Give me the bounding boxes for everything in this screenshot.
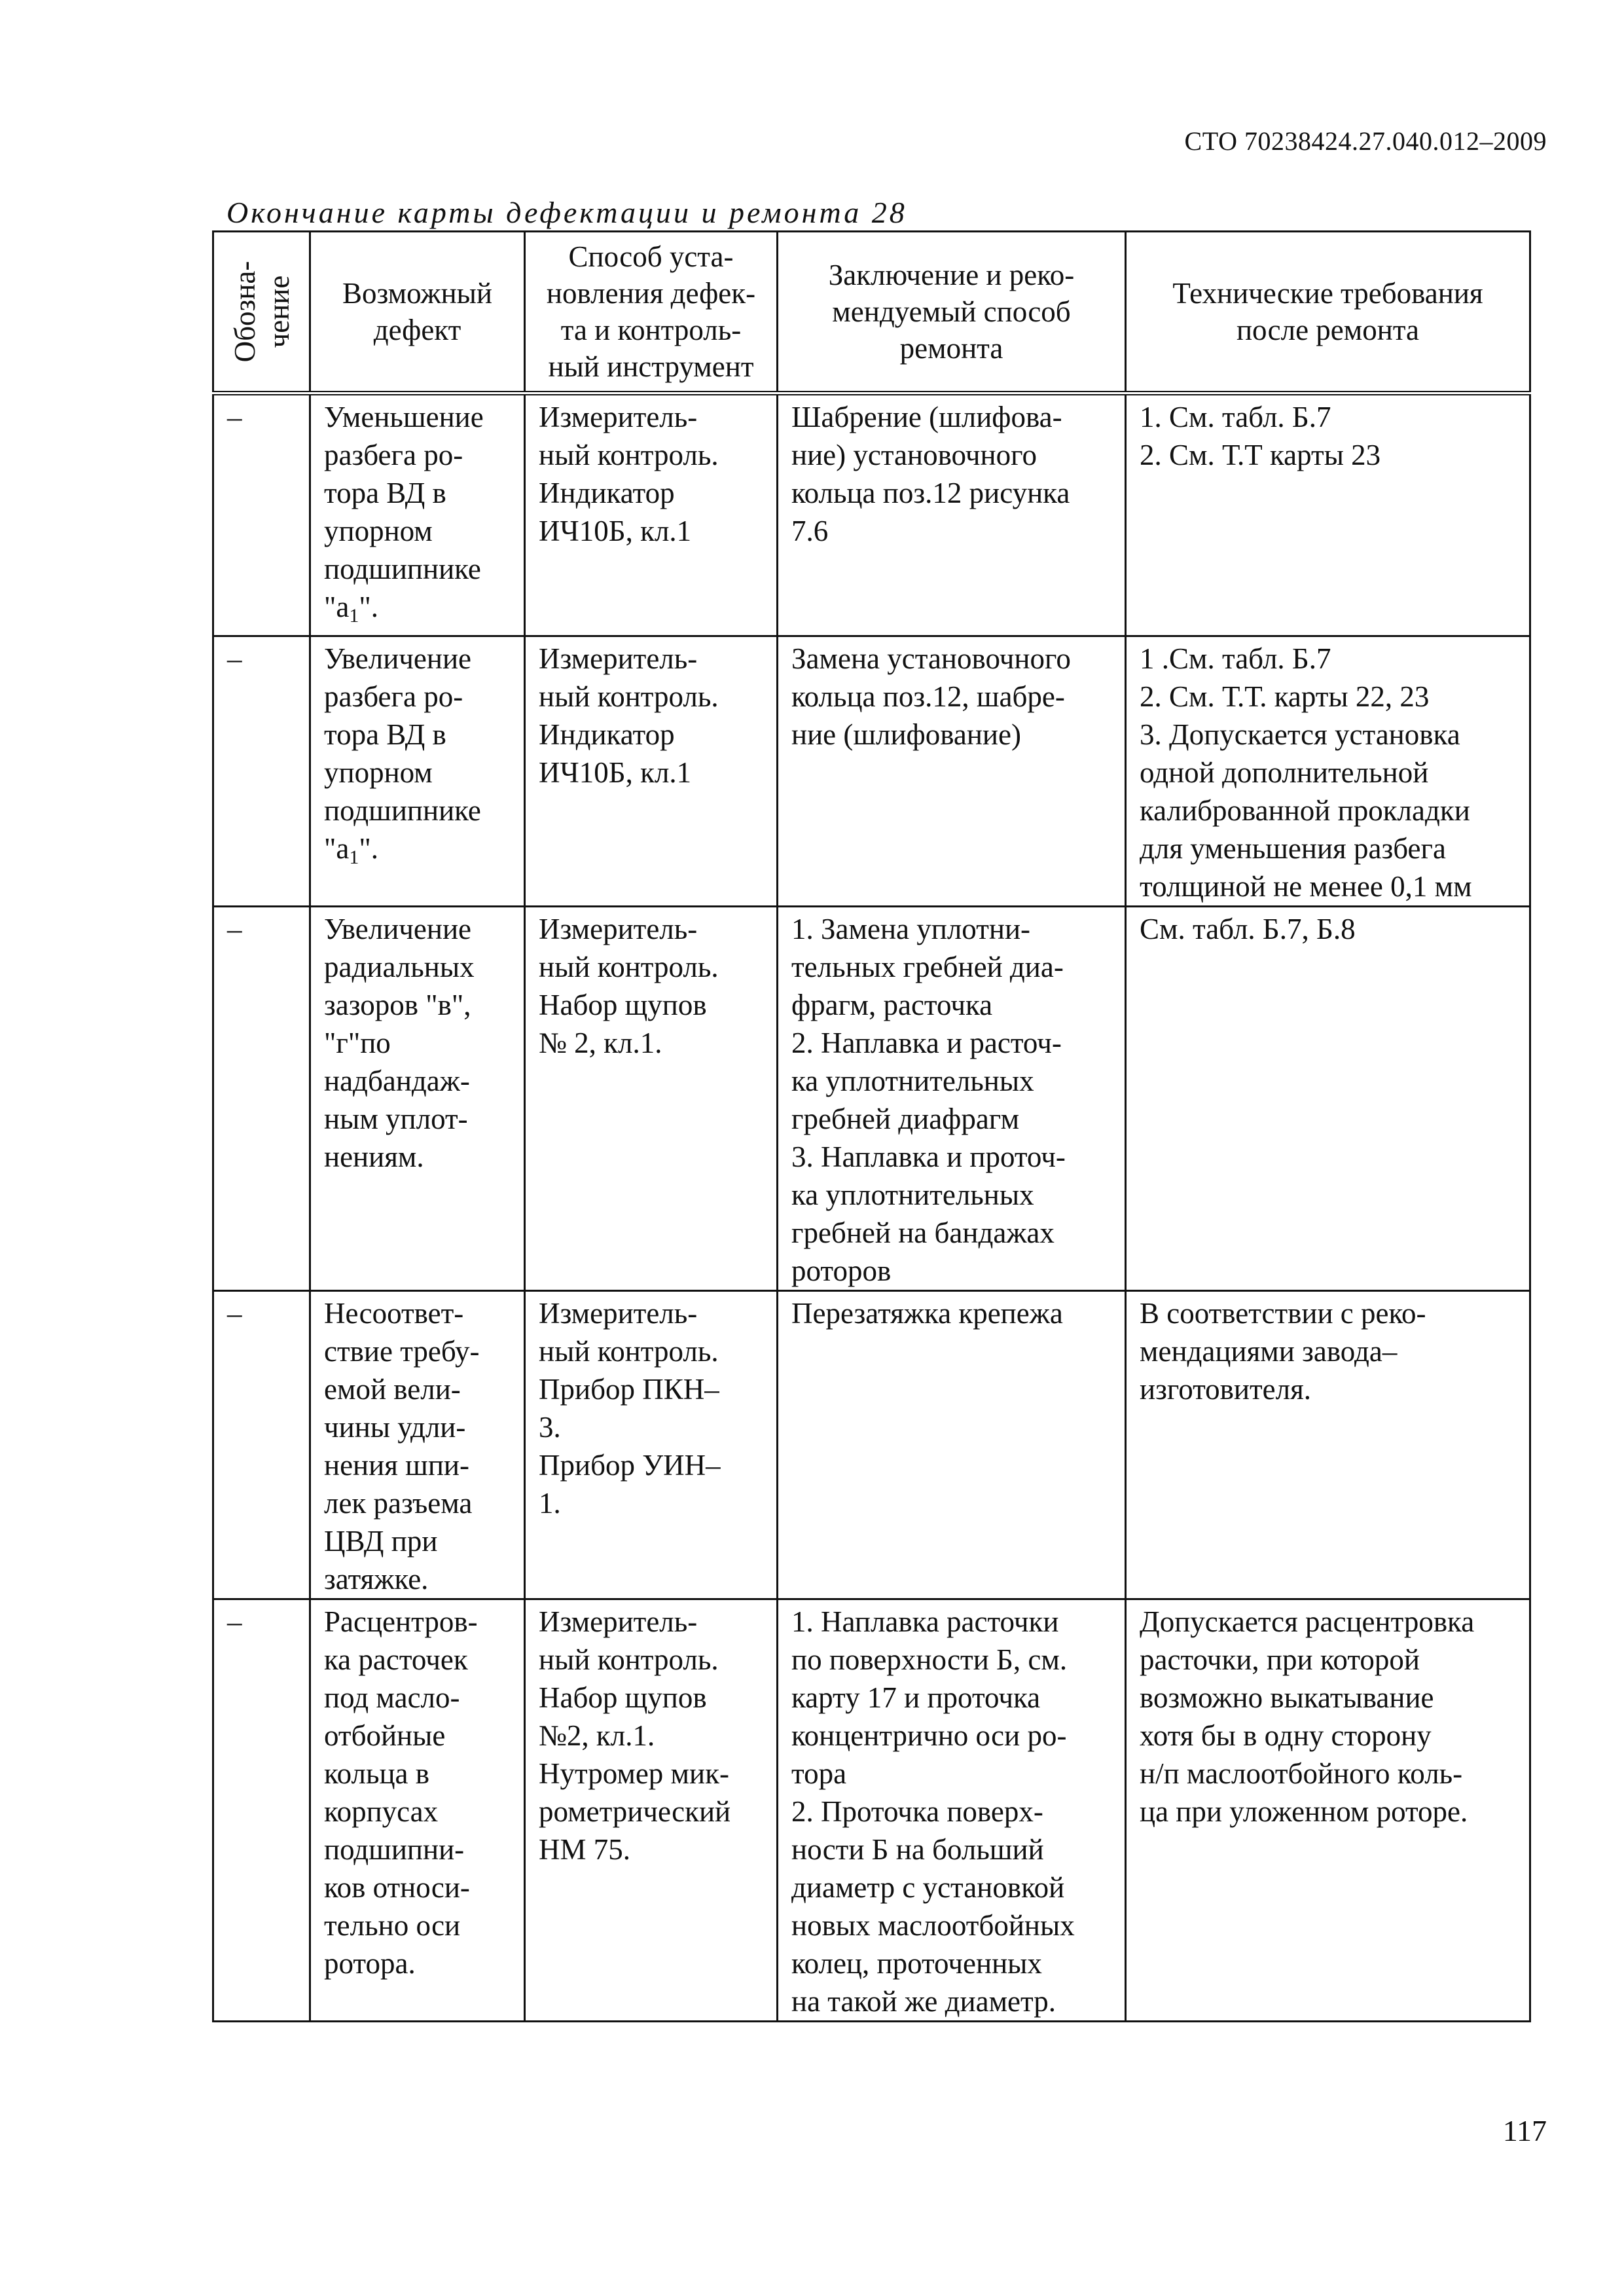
defect-repair-table <box>212 230 1531 2022</box>
cell-line: ный контроль. <box>539 1335 719 1368</box>
cell-line: 2. Наплавка и расточ- <box>791 1027 1062 1059</box>
cell-line: "$a_1$". <box>324 591 378 627</box>
cell-line: ЦВД при <box>324 1525 438 1558</box>
cell-line: гребней диафрагм <box>791 1102 1020 1135</box>
cell-line: ИЧ10Б, кл.1 <box>539 515 692 547</box>
cell-line: радиальных <box>324 951 475 983</box>
cell-line: подшипни- <box>324 1833 465 1866</box>
header-defect: Возможный дефект <box>310 232 525 393</box>
table-row <box>213 907 1530 1291</box>
cell-line: 1. Замена уплотни- <box>791 913 1031 945</box>
cell-line: ние (шлифование) <box>791 718 1021 751</box>
cell-line: фрагм, расточка <box>791 989 993 1021</box>
defect-cell <box>310 907 525 1291</box>
page-number: 117 <box>1502 2114 1547 2147</box>
cell-line: корпусах <box>324 1795 439 1828</box>
cell-line: надбандаж- <box>324 1065 470 1097</box>
cell-line: См. табл. Б.7, Б.8 <box>1140 913 1356 945</box>
header-repair: Заключение и реко- мендуемый способ ремонта <box>778 232 1126 393</box>
cell-line: 7.6 <box>791 515 829 547</box>
cell-line: 2. См. Т.Т карты 23 <box>1140 439 1381 471</box>
cell-line: – <box>227 401 242 433</box>
cell-line: упорном <box>324 756 433 789</box>
cell-line: 1 .См. табл. Б.7 <box>1140 642 1331 675</box>
repair-cell <box>778 636 1126 907</box>
defect-cell <box>310 1291 525 1599</box>
cell-line: ние) установочного <box>791 439 1037 471</box>
repair-cell <box>778 1291 1126 1599</box>
cell-line: тора ВД в <box>324 718 446 751</box>
cell-line: "г"по <box>324 1027 391 1059</box>
cell-line: лек разъема <box>324 1487 473 1520</box>
cell-line: Измеритель- <box>539 642 698 675</box>
cell-line: – <box>227 1297 242 1330</box>
document-code: СТО 70238424.27.040.012–2009 <box>1184 126 1547 156</box>
cell-line: ка уплотнительных <box>791 1178 1034 1211</box>
cell-line: НМ 75. <box>539 1833 631 1866</box>
header-method: Способ уста- новления дефек- та и контроль- ный инструмент <box>525 232 778 393</box>
cell-line: роторов <box>791 1254 892 1287</box>
header-requirements: Технические требования после ремонта <box>1126 232 1530 393</box>
cell-line: разбега ро- <box>324 439 463 471</box>
cell-line: "$a_1$". <box>324 832 378 868</box>
cell-line: чины удли- <box>324 1411 466 1444</box>
cell-line: №2, кл.1. <box>539 1719 655 1752</box>
cell-line: ствие требу- <box>324 1335 480 1368</box>
table-row <box>213 636 1530 907</box>
cell-line: нения шпи- <box>324 1449 469 1482</box>
designation-cell <box>213 907 310 1291</box>
cell-line: изготовителя. <box>1140 1373 1312 1406</box>
cell-line: упорном <box>324 515 433 547</box>
cell-line: новых маслоотбойных <box>791 1909 1075 1942</box>
cell-line: 3. Допускается установка <box>1140 718 1460 751</box>
cell-line: Набор щупов <box>539 989 707 1021</box>
cell-line: кольца поз.12, шабре- <box>791 680 1065 713</box>
cell-line: Измеритель- <box>539 1605 698 1638</box>
defect-cell <box>310 1599 525 2022</box>
cell-line: концентрично оси ро- <box>791 1719 1067 1752</box>
cell-line: колец, проточенных <box>791 1947 1042 1980</box>
cell-line: ный контроль. <box>539 951 719 983</box>
cell-line: Нутромер мик- <box>539 1757 729 1790</box>
cell-line: В соответствии с реко- <box>1140 1297 1426 1330</box>
designation-cell <box>213 393 310 636</box>
cell-line: Шабрение (шлифова- <box>791 401 1062 433</box>
cell-line: нениям. <box>324 1140 424 1173</box>
requirements-cell <box>1126 907 1530 1291</box>
cell-line: подшипнике <box>324 794 481 827</box>
table-caption: Окончание карты дефектации и ремонта 28 <box>226 196 907 229</box>
cell-line: Индикатор <box>539 718 675 751</box>
designation-cell <box>213 1599 310 2022</box>
cell-line: – <box>227 913 242 945</box>
cell-line: ротора. <box>324 1947 416 1980</box>
cell-line: Прибор ПКН– <box>539 1373 719 1406</box>
cell-line: 1. См. табл. Б.7 <box>1140 401 1331 433</box>
cell-line: гребней на бандажах <box>791 1216 1055 1249</box>
cell-line: ка уплотнительных <box>791 1065 1034 1097</box>
cell-line: по поверхности Б, см. <box>791 1643 1068 1676</box>
cell-line: кольца в <box>324 1757 430 1790</box>
method-cell <box>525 1291 778 1599</box>
repair-cell <box>778 393 1126 636</box>
cell-line: Измеритель- <box>539 1297 698 1330</box>
requirements-cell <box>1126 393 1530 636</box>
cell-line: ИЧ10Б, кл.1 <box>539 756 692 789</box>
cell-line: Измеритель- <box>539 401 698 433</box>
defect-cell <box>310 393 525 636</box>
designation-cell <box>213 1291 310 1599</box>
cell-line: н/п маслоотбойного коль- <box>1140 1757 1463 1790</box>
repair-cell <box>778 907 1126 1291</box>
cell-line: емой вели- <box>324 1373 461 1406</box>
table-row <box>213 393 1530 636</box>
cell-line: Несоответ- <box>324 1297 464 1330</box>
cell-line: Допускается расцентровка <box>1140 1605 1475 1638</box>
cell-line: тельных гребней диа- <box>791 951 1064 983</box>
cell-line: толщиной не менее 0,1 мм <box>1140 870 1472 903</box>
method-cell <box>525 393 778 636</box>
cell-line: тора <box>791 1757 847 1790</box>
cell-line: мендациями завода– <box>1140 1335 1398 1368</box>
cell-line: ца при уложенном роторе. <box>1140 1795 1468 1828</box>
cell-line: подшипнике <box>324 553 481 585</box>
cell-line: Уменьшение <box>324 401 484 433</box>
cell-line: ный контроль. <box>539 439 719 471</box>
cell-line: карту 17 и проточка <box>791 1681 1041 1714</box>
cell-line: – <box>227 1605 242 1638</box>
cell-line: ный контроль. <box>539 680 719 713</box>
header-designation <box>213 232 310 393</box>
cell-line: тельно оси <box>324 1909 461 1942</box>
cell-line: Увеличение <box>324 642 472 675</box>
cell-line: расточки, при которой <box>1140 1643 1420 1676</box>
cell-line: разбега ро- <box>324 680 463 713</box>
requirements-cell <box>1126 636 1530 907</box>
cell-line: ным уплот- <box>324 1102 468 1135</box>
cell-line: 2. См. Т.Т. карты 22, 23 <box>1140 680 1430 713</box>
cell-line: диаметр с установкой <box>791 1871 1065 1904</box>
cell-line: 3. <box>539 1411 561 1444</box>
repair-cell <box>778 1599 1126 2022</box>
cell-line: Замена установочного <box>791 642 1071 675</box>
method-cell <box>525 636 778 907</box>
header-designation-text: Обозна- чение <box>228 261 295 363</box>
cell-line: Расцентров- <box>324 1605 478 1638</box>
cell-line: под масло- <box>324 1681 460 1714</box>
cell-line: калиброванной прокладки <box>1140 794 1470 827</box>
cell-line: Перезатяжка крепежа <box>791 1297 1063 1330</box>
cell-line: ка расточек <box>324 1643 468 1676</box>
table-row <box>213 1291 1530 1599</box>
cell-line: Индикатор <box>539 477 675 509</box>
cell-line: 1. Наплавка расточки <box>791 1605 1059 1638</box>
requirements-cell <box>1126 1599 1530 2022</box>
cell-line: ков относи- <box>324 1871 470 1904</box>
cell-line: кольца поз.12 рисунка <box>791 477 1070 509</box>
cell-line: ный контроль. <box>539 1643 719 1676</box>
cell-line: зазоров "в", <box>324 989 471 1021</box>
cell-line: на такой же диаметр. <box>791 1985 1056 2018</box>
table-header-row <box>213 232 1530 393</box>
cell-line: тора ВД в <box>324 477 446 509</box>
cell-line: Увеличение <box>324 913 472 945</box>
method-cell <box>525 1599 778 2022</box>
cell-line: 1. <box>539 1487 561 1520</box>
cell-line: 3. Наплавка и проточ- <box>791 1140 1066 1173</box>
method-cell <box>525 907 778 1291</box>
cell-line: – <box>227 642 242 675</box>
defect-cell <box>310 636 525 907</box>
cell-line: ности Б на больший <box>791 1833 1044 1866</box>
table-row <box>213 1599 1530 2022</box>
cell-line: одной дополнительной <box>1140 756 1429 789</box>
cell-line: для уменьшения разбега <box>1140 832 1446 865</box>
cell-line: возможно выкатывание <box>1140 1681 1434 1714</box>
designation-cell <box>213 636 310 907</box>
cell-line: затяжке. <box>324 1563 429 1595</box>
cell-line: Измеритель- <box>539 913 698 945</box>
requirements-cell <box>1126 1291 1530 1599</box>
cell-line: хотя бы в одну сторону <box>1140 1719 1432 1752</box>
cell-line: 2. Проточка поверх- <box>791 1795 1043 1828</box>
cell-line: Прибор УИН– <box>539 1449 721 1482</box>
cell-line: рометрический <box>539 1795 731 1828</box>
cell-line: № 2, кл.1. <box>539 1027 662 1059</box>
cell-line: отбойные <box>324 1719 446 1752</box>
cell-line: Набор щупов <box>539 1681 707 1714</box>
